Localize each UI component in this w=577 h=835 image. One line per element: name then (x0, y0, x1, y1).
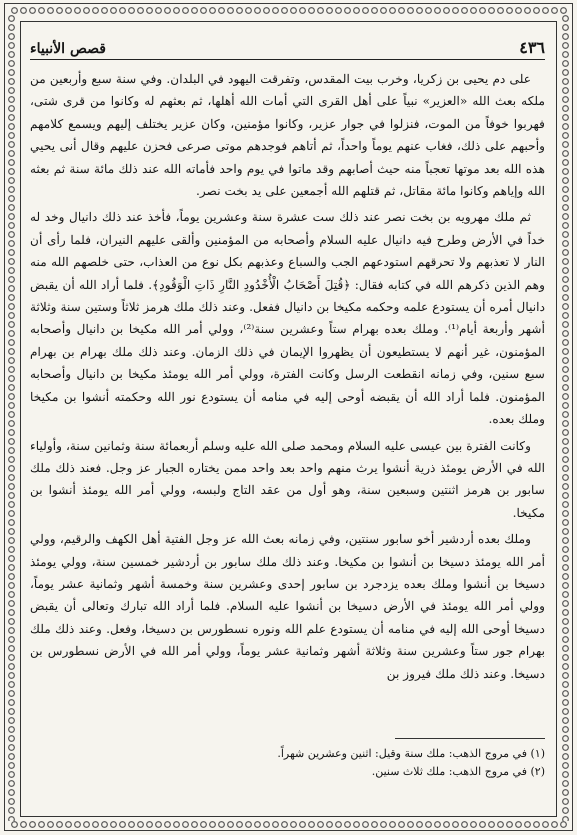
footnote-rule (395, 738, 545, 739)
ornamental-border-bottom (10, 820, 567, 829)
footnotes (30, 738, 545, 781)
paragraph: على دم يحيى بن زكريا، وخرب بيت المقدس، وتفرقت اليهود في البلدان. وفي سنة سبع وأربعين من ملكه بعث الله «العزير» نبياً على أهل القرى التي أمات الله أهلها، ثم بعثهم له وكانوا من قرى شتى، فهربوا خوفاً من الموت، فنزلوا في جوار عزير، وكانوا مؤمنين، وكان عزير يختلف إليهم ويسمع كلامهم وأحبهم على ذلك، فغاب عنهم يوماً واحداً، ثم أتاهم فوجدهم موتى صرعى فحزن عليهم وقال أنى يحيي هذه الله بعد موتها تعجباً منه حيث أصابهم وقد ماتوا في يوم واحد فأماته الله عند ذلك مائة سنة ثم بعثه الله وإياهم وكانوا مائة مقاتل، ثم قتلهم الله أجمعين على يد بخت نصر. (30, 72, 545, 199)
ornamental-border-left (7, 14, 16, 821)
paragraph: ثم ملك مهرويه بن بخت نصر عند ذلك ست عشرة سنة وعشرين يوماً، فأخذ عند ذلك دانيال وخد له خداً في الأرض وطرح فيه دانيال عليه السلام وأصحابه من المؤمنين وألقى عليهم النيران، فلما رأى أن النار لا تعذبهم ولا تحرقهم استودعهم الجب والسباع وعذبهم بكل نوع من العذاب، حتى خلصهم الله منه وهم الذين ذكرهم الله في كتابه فقال: ﴿قُتِلَ أَصْحَابُ الْأُخْدُودِ النَّارِ ذَاتِ الْوَقُودِ﴾. فلما أراد الله أن يقبض دانيال أمره أن يستودع علمه وحكمه مكيخا بن دانيال ففعل. وعند ذلك ملك هرمز ثلاثاً وستين سنة وثلاثة أشهر وأربعة أيام⁽¹⁾. وملك بعده بهرام ستاً وعشرين سنة⁽²⁾، وولي أمر الله مكيخا بن دانيال وأصحابه المؤمنون، غير أنهم لا يستطيعون أن يظهروا الإيمان في ذلك الزمان. وعند ذلك ملك بهرام بن بهرام سبع سنين، وفي زمانه انقطعت الرسل وكانت الفترة، وولي أمر الله يومئذ مكيخا بن دانيال وأصحابه المؤمنون. فلما أراد الله أن يقبضه أوحى إليه في منامه أن يستودع نور الله وحكمته أنشوا بن مكيخا وملك بعده. (30, 210, 545, 427)
ornamental-border-top (10, 6, 567, 15)
footnote: (٢) في مروج الذهب: ملك ثلاث سنين. (371, 765, 545, 778)
ornamental-border-right (561, 14, 570, 821)
page-header (30, 38, 545, 60)
paragraph: وكانت الفترة بين عيسى عليه السلام ومحمد صلى الله عليه وسلم أربعمائة سنة وثمانين سنة، وأولياء الله في الأرض يومئذ ذرية أنشوا يرث منهم واحد بعد واحد ممن يختاره الجبار عز وجل. فعند ذلك ملك سابور بن هرمز اثنتين وسبعين سنة، وهو أول من عقد التاج ولبسه، وولي أمر الله يومئذ أنشوا بن مكيخا. (30, 438, 545, 520)
running-title: قصص الأنبياء (30, 41, 106, 57)
page-content (30, 38, 545, 689)
paragraph: وملك بعده أردشير أخو سابور سنتين، وفي زمانه بعث الله عز وجل الفتية أهل الكهف والرقيم، وولي أمر الله يومئذ دسيخا بن أنشوا بن مكيخا. وعند ذلك ملك سابور بن أردشير خمسين سنة، وولي يومئذ دسيخا بن أنشوا وملك بعده يزدجرد بن سابور إحدى وعشرين سنة وخمسة أشهر وثمانية عشر يوماً، وولي أمر الله يومئذ في الأرض دسيخا بن أنشوا عليه السلام. فلما أراد الله تبارك وتعالى أن يقبض دسيخا أوحى الله إليه في منامه أن يستودع علم الله ونوره نسطورس بن دسيخا، وفعل. وعند ذلك ملك بهرام جور ستاً وعشرين سنة وثلاثة أشهر وثمانية عشر يوماً، وولي أمر الله في الأرض نسطورس بن دسيخا. وعند ذلك ملك فيروز بن (30, 532, 545, 681)
footnote: (١) في مروج الذهب: ملك سنة وقيل: اثنين وعشرين شهراً. (277, 747, 545, 760)
page-number: ٤٣٦ (519, 38, 545, 57)
